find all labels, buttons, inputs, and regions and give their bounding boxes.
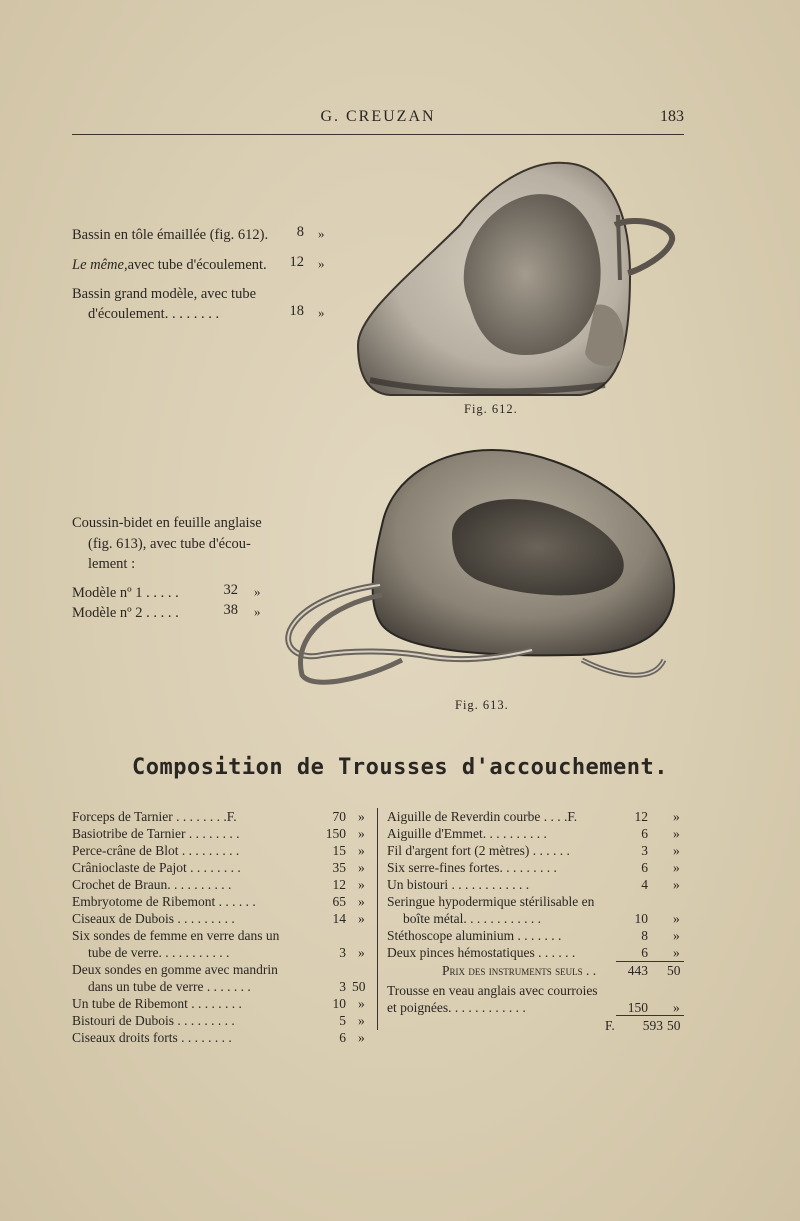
left-item-unit: »	[358, 996, 365, 1011]
right-item-unit: »	[673, 945, 680, 960]
fig-613-caption: Fig. 613.	[455, 698, 509, 712]
trousse-block	[387, 982, 687, 1016]
left-row	[72, 893, 372, 910]
left-item-unit: 50	[352, 979, 366, 994]
left-item-label: Ciseaux de Dubois . . . . . . . . .	[72, 911, 235, 926]
subtotal-unit: 50	[667, 963, 681, 978]
right-item-price: 12	[634, 809, 648, 824]
right-row	[387, 893, 687, 910]
left-item-price: 70	[332, 809, 346, 824]
right-item-unit: »	[673, 843, 680, 858]
left-item-price: 10	[332, 996, 346, 1011]
bassin-item-2-label	[72, 254, 267, 276]
left-item-unit: »	[358, 877, 365, 892]
right-item-label: Deux pinces hémostatiques . . . . . .	[387, 945, 576, 960]
left-row	[72, 910, 372, 927]
right-item-unit: »	[673, 826, 680, 841]
left-item-label: Crochet de Braun. . . . . . . . . .	[72, 877, 232, 892]
left-row	[72, 1029, 372, 1046]
bassin-item-3-label-line1: Bassin grand modèle, avec tube	[72, 286, 257, 302]
left-row	[72, 842, 372, 859]
right-row	[387, 876, 687, 893]
left-row	[72, 927, 372, 944]
total-row	[387, 1017, 687, 1034]
right-item-label: Fil d'argent fort (2 mètres) . . . . . .	[387, 843, 570, 858]
right-item-unit: »	[673, 877, 680, 892]
bassin-item-2-unit: »	[318, 256, 325, 271]
left-row	[72, 825, 372, 842]
coussin-model-2-unit: »	[254, 604, 261, 619]
page-header	[72, 104, 684, 135]
right-item-unit: »	[673, 809, 680, 824]
right-item-label: Aiguille de Reverdin courbe . . . .F.	[387, 809, 578, 824]
right-item-price: 6	[641, 826, 648, 841]
bedpan-illustration-fig-612	[350, 155, 680, 400]
left-item-price: 65	[332, 894, 346, 909]
right-row	[387, 859, 687, 876]
bassin-item-1-unit: »	[318, 226, 325, 241]
left-item-price: 35	[332, 860, 346, 875]
bassin-item-1-label: Bassin en tôle émaillée (fig. 612).	[72, 227, 269, 243]
right-item-label: Un bistouri . . . . . . . . . . . .	[387, 877, 530, 892]
left-row	[72, 1012, 372, 1029]
total-label: F.	[605, 1018, 615, 1033]
right-item-price: 3	[641, 843, 648, 858]
subtotal-value: 443	[627, 963, 648, 978]
page-header-title: G. CREUZAN	[320, 108, 436, 125]
left-item-price: 150	[325, 826, 346, 841]
right-item-label: Seringue hypodermique stérilisable en	[387, 894, 595, 909]
left-instrument-list	[72, 808, 372, 1046]
right-row	[387, 910, 687, 927]
coussin-desc-line3: lement :	[88, 556, 136, 572]
bassin-item-2-label-italic: Le même,	[72, 257, 128, 273]
left-item-label: Embryotome de Ribemont . . . . . .	[72, 894, 256, 909]
left-item-label: Six sondes de femme en verre dans un	[72, 928, 280, 943]
left-item-unit: »	[358, 860, 365, 875]
right-item-price: 6	[641, 860, 648, 875]
left-row	[72, 995, 372, 1012]
right-item-unit: »	[673, 860, 680, 875]
subtotal-label-text: Prix des instruments seuls . .	[442, 963, 597, 978]
left-item-unit: »	[358, 1030, 365, 1045]
left-item-label: Bistouri de Dubois . . . . . . . . .	[72, 1013, 235, 1028]
coussin-desc-line2: (fig. 613), avec tube d'écou-	[88, 536, 251, 552]
right-row	[387, 842, 687, 859]
section-title: Composition de Trousses d'accouchement.	[131, 755, 669, 780]
left-row	[72, 944, 372, 961]
left-item-label: Ciseaux droits forts . . . . . . . .	[72, 1030, 232, 1045]
right-row	[387, 825, 687, 842]
left-item-price: 6	[339, 1030, 346, 1045]
left-row	[72, 808, 372, 825]
right-instrument-list	[387, 808, 687, 961]
coussin-model-2-label: Modèle nº 2 . . . . .	[72, 605, 179, 621]
bassin-item-1-price: 8	[296, 224, 304, 240]
left-item-label: dans un tube de verre . . . . . . .	[88, 979, 251, 994]
right-item-price: 6	[641, 945, 648, 960]
bassin-item-3-unit: »	[318, 305, 325, 320]
trousse-line2: et poignées. . . . . . . . . . . .	[387, 1000, 526, 1015]
coussin-model-1-unit: »	[254, 584, 261, 599]
left-item-price: 3	[339, 945, 346, 960]
total-unit: 50	[667, 1018, 681, 1033]
left-item-label: Perce-crâne de Blot . . . . . . . . .	[72, 843, 240, 858]
bassin-item-3-price: 18	[289, 303, 304, 319]
page-number: 183	[660, 108, 684, 125]
left-item-label: Crânioclaste de Pajot . . . . . . . .	[72, 860, 241, 875]
left-item-price: 3	[339, 979, 346, 994]
left-row	[72, 961, 372, 978]
right-item-label: Six serre-fines fortes. . . . . . . . .	[387, 860, 557, 875]
coussin-desc-line1: Coussin-bidet en feuille anglaise	[72, 515, 262, 531]
left-item-unit: »	[358, 843, 365, 858]
left-item-price: 15	[332, 843, 346, 858]
fig-612-caption: Fig. 612.	[464, 402, 518, 416]
trousse-value: 150	[627, 1000, 648, 1015]
left-item-unit: »	[358, 894, 365, 909]
right-item-label: Stéthoscope aluminium . . . . . . .	[387, 928, 562, 943]
trousse-row-1	[387, 982, 687, 999]
trousse-unit: »	[673, 1000, 680, 1015]
right-row	[387, 927, 687, 944]
right-item-price: 4	[641, 877, 648, 892]
left-item-price: 5	[339, 1013, 346, 1028]
left-item-label: Basiotribe de Tarnier . . . . . . . .	[72, 826, 240, 841]
left-row	[72, 978, 372, 995]
right-item-price: 10	[634, 911, 648, 926]
right-item-price: 8	[641, 928, 648, 943]
column-divider	[377, 808, 378, 1030]
coussin-model-1-label: Modèle nº 1 . . . . .	[72, 585, 179, 601]
cushion-bidet-illustration-fig-613	[282, 445, 682, 690]
coussin-model-2-price: 38	[223, 602, 238, 618]
coussin-model-1-price: 32	[223, 582, 238, 598]
left-item-unit: »	[358, 809, 365, 824]
left-item-unit: »	[358, 826, 365, 841]
right-row	[387, 944, 687, 961]
right-item-label: boîte métal. . . . . . . . . . . .	[403, 911, 541, 926]
left-row	[72, 876, 372, 893]
trousse-line1: Trousse en veau anglais avec courroies	[387, 983, 598, 998]
bassin-item-2-label-rest: avec tube d'écoulement.	[127, 257, 267, 273]
left-item-price: 14	[332, 911, 346, 926]
left-item-label: Forceps de Tarnier . . . . . . . .F.	[72, 809, 237, 824]
left-item-unit: »	[358, 945, 365, 960]
right-item-unit: »	[673, 928, 680, 943]
left-item-unit: »	[358, 911, 365, 926]
right-item-label: Aiguille d'Emmet. . . . . . . . . .	[387, 826, 547, 841]
left-item-label: tube de verre. . . . . . . . . . .	[88, 945, 230, 960]
left-item-price: 12	[332, 877, 346, 892]
bassin-item-2-price: 12	[289, 254, 304, 270]
bassin-item-3-label-line2: d'écoulement. . . . . . . .	[88, 306, 220, 322]
total-value: 593	[642, 1018, 663, 1033]
trousse-row-2	[387, 999, 687, 1016]
right-row	[387, 808, 687, 825]
left-item-label: Un tube de Ribemont . . . . . . . .	[72, 996, 242, 1011]
total-rule	[616, 1015, 684, 1016]
subtotal-block	[387, 962, 687, 979]
right-item-unit: »	[673, 911, 680, 926]
subtotal-row	[387, 962, 687, 979]
total-block	[387, 1017, 687, 1034]
subtotal-label	[442, 962, 596, 979]
left-row	[72, 859, 372, 876]
left-item-label: Deux sondes en gomme avec mandrin	[72, 962, 278, 977]
left-item-unit: »	[358, 1013, 365, 1028]
